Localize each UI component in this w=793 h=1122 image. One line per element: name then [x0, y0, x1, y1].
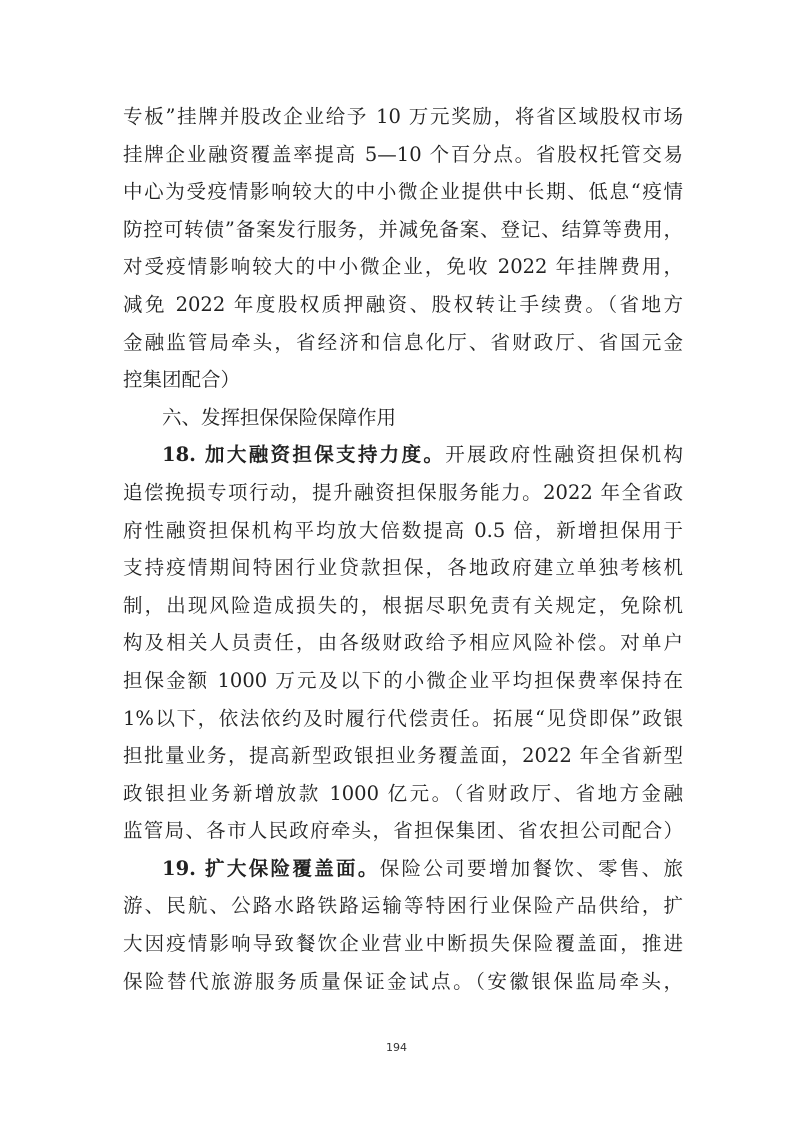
paragraph-line: 控集团配合）: [123, 368, 241, 392]
item-19-title: 19. 扩大保险覆盖面。: [162, 856, 380, 880]
item-18-line: 1%以下，依法依约及时履行代偿责任。拓展“见贷即保”政银: [123, 706, 683, 730]
paragraph-line: 减免 2022 年度股权质押融资、股权转让手续费。（省地方: [123, 292, 683, 316]
item-18-line: 支持疫情期间特困行业贷款担保，各地政府建立单独考核机: [123, 556, 683, 580]
paragraph-line: 防控可转债”备案发行服务，并减免备案、登记、结算等费用，: [123, 217, 683, 241]
item-18-line: 担批量业务，提高新型政银担业务覆盖面，2022 年全省新型: [123, 744, 683, 768]
item-18-line: 追偿挽损专项行动，提升融资担保服务能力。2022 年全省政: [123, 480, 683, 504]
paragraph-line: 专板”挂牌并股改企业给予 10 万元奖励，将省区域股权市场: [123, 105, 683, 128]
paragraph-line: 中心为受疫情影响较大的中小微企业提供中长期、低息“疫情: [123, 180, 683, 204]
item-18-line: 构及相关人员责任，由各级财政给予相应风险补偿。对单户: [123, 631, 683, 655]
item-19-line: 保险替代旅游服务质量保证金试点。（安徽银保监局牵头，: [123, 969, 683, 993]
body-text: [123, 98, 683, 1000]
item-19-first-text: 保险公司要增加餐饮、零售、旅: [379, 856, 683, 880]
paragraph-line: 金融监管局牵头，省经济和信息化厅、省财政厅、省国元金: [123, 330, 683, 354]
paragraph-line: 对受疫情影响较大的中小微企业，免收 2022 年挂牌费用，: [123, 255, 683, 279]
item-18-line: 政银担业务新增放款 1000 亿元。（省财政厅、省地方金融: [123, 781, 683, 805]
item-18-line: 担保金额 1000 万元及以下的小微企业平均担保费率保持在: [123, 668, 683, 692]
item-18-first-text: 开展政府性融资担保机构: [445, 443, 683, 467]
item-19-line: 大因疫情影响导致餐饮企业营业中断损失保险覆盖面，推进: [123, 932, 683, 956]
paragraph-line: 挂牌企业融资覆盖率提高 5—10 个百分点。省股权托管交易: [123, 142, 683, 166]
item-18-first-line: [123, 436, 683, 474]
item-19-first-line: [123, 850, 683, 888]
page-number: 194: [386, 1041, 407, 1054]
section-heading: 六、发挥担保保险保障作用: [162, 405, 397, 429]
item-18-line: 监管局、各市人民政府牵头，省担保集团、省农担公司配合）: [123, 819, 683, 843]
item-18-line: 府性融资担保机构平均放大倍数提高 0.5 倍，新增担保用于: [123, 518, 683, 542]
item-19-line: 游、民航、公路水路铁路运输等特困行业保险产品供给，扩: [123, 894, 683, 918]
item-18-line: 制，出现风险造成损失的，根据尽职免责有关规定，免除机: [123, 593, 683, 617]
item-18-title: 18. 加大融资担保支持力度。: [162, 443, 446, 467]
